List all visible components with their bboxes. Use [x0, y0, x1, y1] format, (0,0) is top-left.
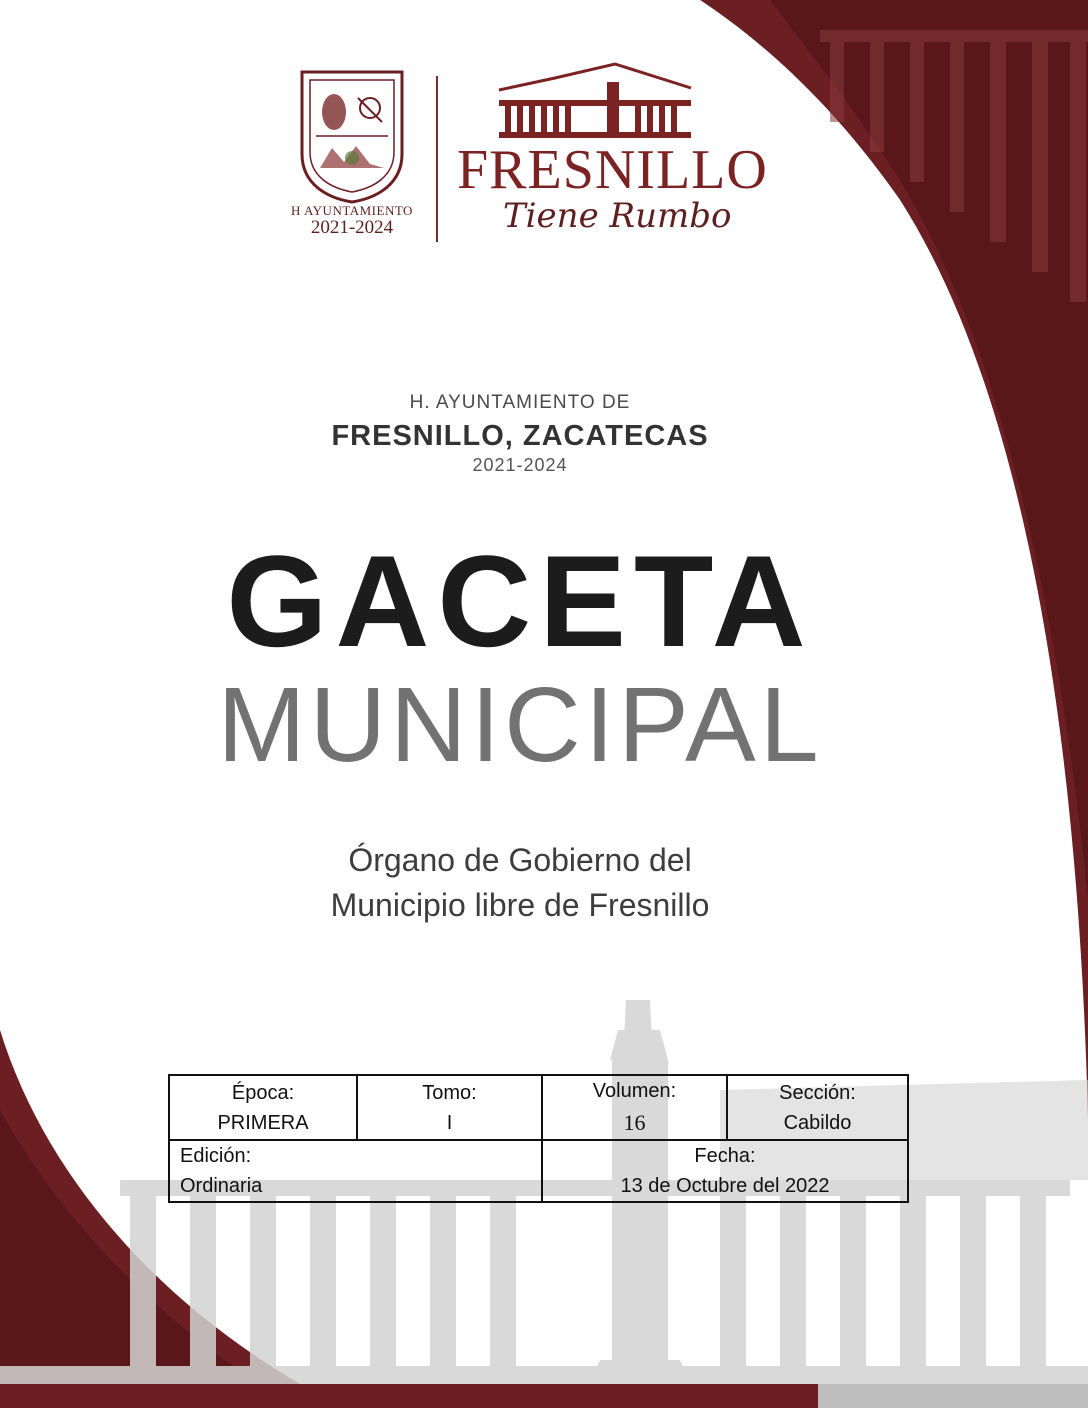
volumen-label: Volumen: [592, 1080, 677, 1102]
volumen-cell [542, 1075, 727, 1140]
fecha-cell [542, 1140, 908, 1202]
seccion-label: Sección: [779, 1081, 856, 1104]
brand-tagline: Tiene Rumbo [503, 196, 732, 236]
title-municipal: MUNICIPAL [217, 666, 823, 784]
brand-title: FRESNILLO [457, 139, 768, 201]
epoca-value: PRIMERA [217, 1111, 309, 1134]
fecha-label: Fecha: [694, 1145, 756, 1167]
epoca-cell [169, 1075, 357, 1140]
organo-line1: Órgano de Gobierno del [348, 842, 692, 878]
fresnillo-brand-logo [455, 58, 770, 258]
coat-of-arms-icon [292, 64, 412, 204]
ayuntamiento-line2: FRESNILLO, ZACATECAS [331, 420, 709, 452]
bottom-band-grey [818, 1384, 1088, 1408]
volumen-value: 16 [623, 1110, 646, 1135]
publication-info-table [168, 1074, 909, 1203]
tomo-value: I [446, 1111, 453, 1134]
table-row [169, 1140, 908, 1202]
seccion-cell [727, 1075, 908, 1140]
bottom-band-maroon [0, 1384, 818, 1408]
table-row [169, 1075, 908, 1140]
fecha-value: 13 de Octubre del 2022 [620, 1175, 830, 1197]
header-logos [270, 58, 770, 258]
edicion-cell [169, 1140, 542, 1202]
ayuntamiento-line1: H. AYUNTAMIENTO DE [409, 392, 631, 413]
epoca-label: Época: [231, 1081, 295, 1104]
seal-caption-line1: H AYUNTAMIENTO [291, 203, 413, 218]
monument-logo-icon [495, 60, 695, 140]
tomo-label: Tomo: [422, 1081, 477, 1104]
tomo-cell [357, 1075, 542, 1140]
edicion-label: Edición: [180, 1145, 252, 1167]
seccion-value: Cabildo [783, 1111, 852, 1134]
seal-caption-line2: 2021-2024 [310, 217, 394, 239]
ayuntamiento-block [0, 392, 1040, 476]
organo-line2: Municipio libre de Fresnillo [330, 886, 710, 923]
organo-subtitle [0, 838, 1040, 928]
edicion-value: Ordinaria [180, 1175, 263, 1197]
title-gaceta: GACETA [226, 528, 814, 674]
municipal-seal [282, 64, 422, 254]
logo-divider [436, 76, 438, 242]
ayuntamiento-line3: 2021-2024 [472, 455, 568, 475]
